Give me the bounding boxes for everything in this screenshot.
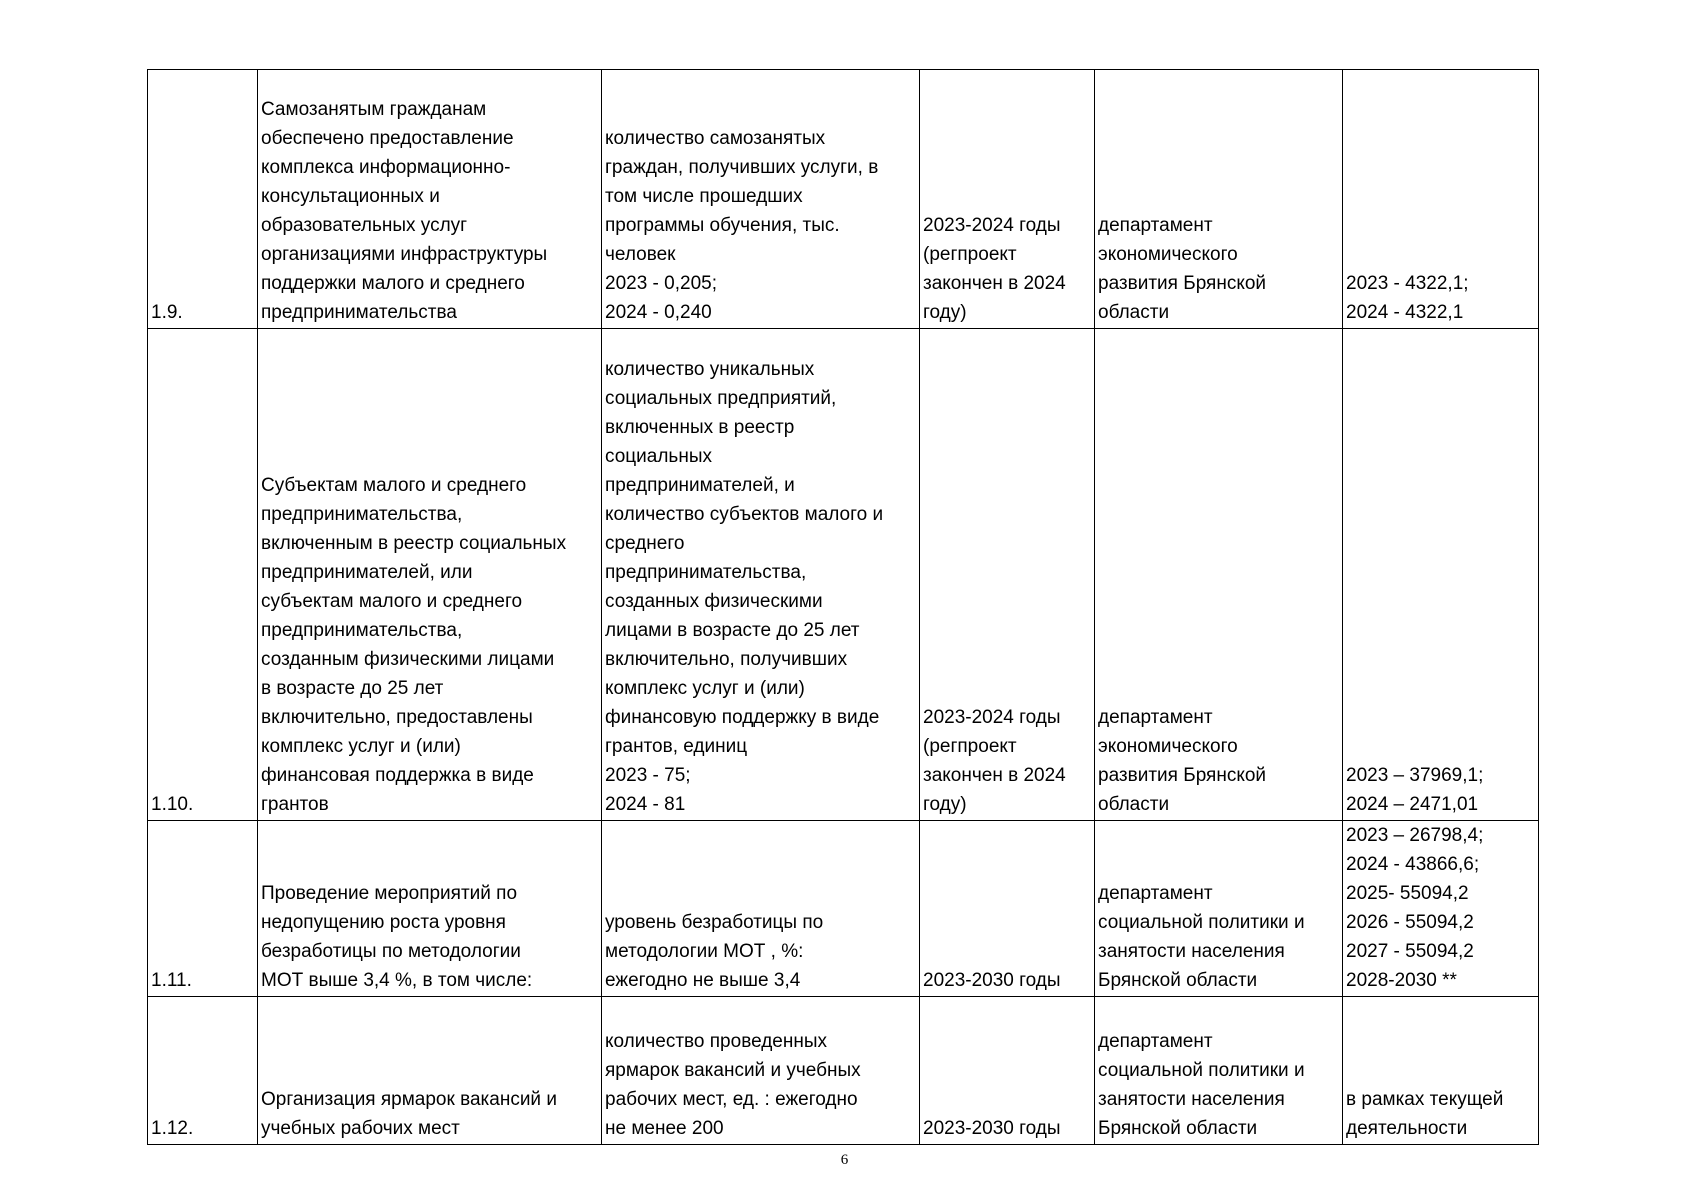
event-description: Организация ярмарок вакансий и учебных рабочих мест [258, 997, 602, 1145]
funding-amount: 2023 - 4322,1; 2024 - 4322,1 [1343, 70, 1539, 329]
implementation-period: 2023-2024 годы (регпроект закончен в 2024 году) [920, 70, 1095, 329]
row-number: 1.12. [148, 997, 258, 1145]
responsible-executor: департамент экономического развития Брянской области [1095, 329, 1343, 821]
implementation-period: 2023-2024 годы (регпроект закончен в 2024 году) [920, 329, 1095, 821]
row-number: 1.9. [148, 70, 258, 329]
funding-amount: в рамках текущей деятельности [1343, 997, 1539, 1145]
event-description: Субъектам малого и среднего предпринимательства, включенным в реестр социальных предпринимателей, или субъектам малого и среднего предпринимательства, созданным физическими лицами в возрасте до 25 лет включительно, предоставлены комплекс услуг и (или) финансовая поддержка в виде грантов [258, 329, 602, 821]
responsible-executor: департамент социальной политики и занятости населения Брянской области [1095, 997, 1343, 1145]
measures-table [147, 69, 1539, 1145]
table-row [148, 821, 1539, 997]
table-row [148, 997, 1539, 1145]
row-number: 1.10. [148, 329, 258, 821]
row-number: 1.11. [148, 821, 258, 997]
indicator-description: количество проведенных ярмарок вакансий и учебных рабочих мест, ед. : ежегодно не менее 200 [602, 997, 920, 1145]
funding-amount: 2023 – 26798,4; 2024 - 43866,6; 2025- 55094,2 2026 - 55094,2 2027 - 55094,2 2028-2030 ** [1343, 821, 1539, 997]
funding-amount: 2023 – 37969,1; 2024 – 2471,01 [1343, 329, 1539, 821]
indicator-description: количество уникальных социальных предприятий, включенных в реестр социальных предпринимателей, и количество субъектов малого и среднего предпринимательства, созданных физическими лицами в возрасте до 25 лет включительно, получивших комплекс услуг и (или) финансовую поддержку в виде грантов, единиц 2023 - 75; 2024 - 81 [602, 329, 920, 821]
table-row [148, 70, 1539, 329]
table-row [148, 329, 1539, 821]
indicator-description: уровень безработицы по методологии МОТ , %: ежегодно не выше 3,4 [602, 821, 920, 997]
event-description: Самозанятым гражданам обеспечено предоставление комплекса информационно- консультационных и образовательных услуг организациями инфраструктуры поддержки малого и среднего предпринимательства [258, 70, 602, 329]
indicator-description: количество самозанятых граждан, получивших услуги, в том числе прошедших программы обучения, тыс. человек 2023 - 0,205; 2024 - 0,240 [602, 70, 920, 329]
responsible-executor: департамент социальной политики и занятости населения Брянской области [1095, 821, 1343, 997]
page-number: 6 [840, 1152, 849, 1168]
responsible-executor: департамент экономического развития Брянской области [1095, 70, 1343, 329]
implementation-period: 2023-2030 годы [920, 821, 1095, 997]
event-description: Проведение мероприятий по недопущению роста уровня безработицы по методологии МОТ выше 3,4 %, в том числе: [258, 821, 602, 997]
implementation-period: 2023-2030 годы [920, 997, 1095, 1145]
